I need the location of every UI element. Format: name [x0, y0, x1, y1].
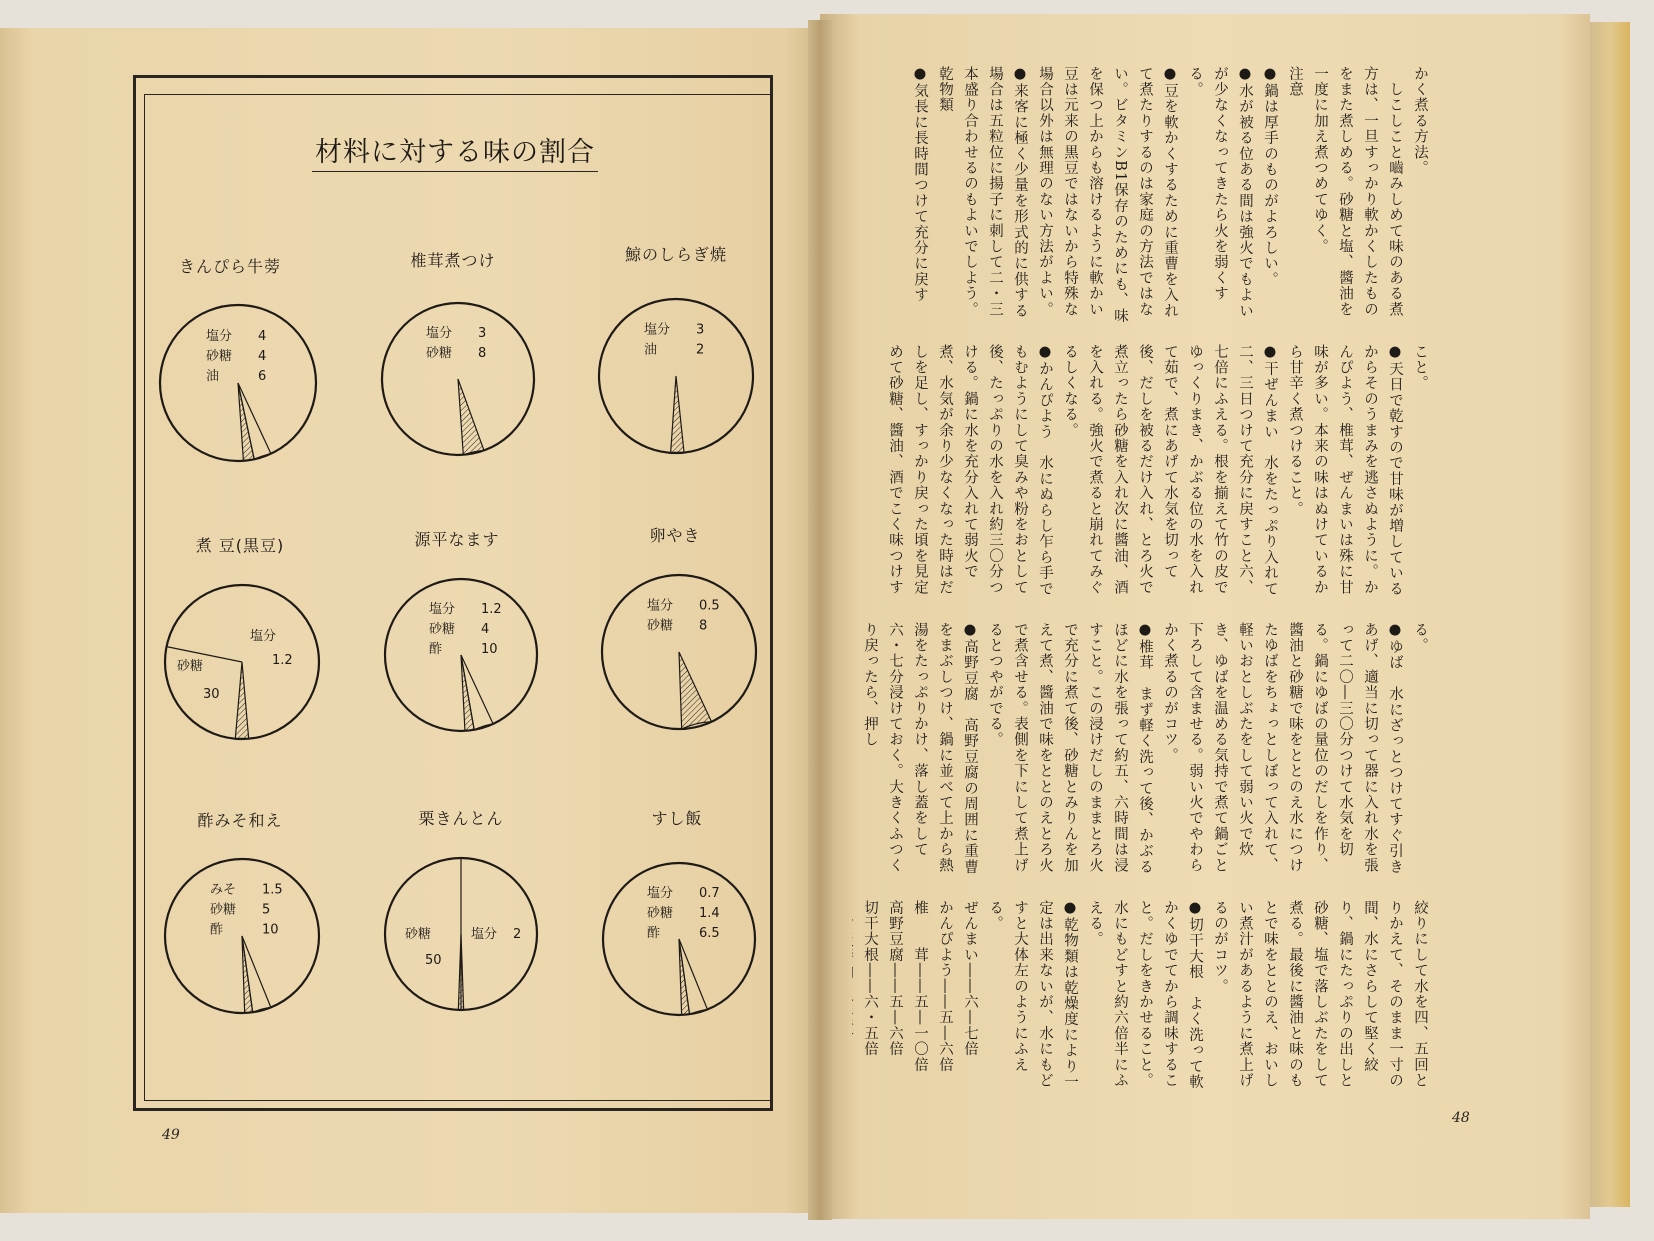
pie-legend-label: 砂糖 [647, 618, 674, 634]
pie-chart-kinpira [157, 302, 319, 464]
pie-legend-value: 0.7 [699, 886, 720, 902]
title-underline [312, 171, 598, 172]
chart-title-sumiso: 酢みそ和え [197, 811, 283, 830]
pie-legend-value: 30 [203, 687, 220, 702]
pie-legend-value: 1.4 [699, 906, 720, 922]
pie-legend-label: 砂糖 [405, 927, 432, 942]
pie-legend-label: 砂糖 [426, 346, 453, 362]
pie-legend-value: 1.2 [272, 653, 293, 668]
pie-legend-value: 0.5 [699, 598, 720, 614]
pie-wedge [238, 383, 254, 461]
left-page-number: 49 [162, 1127, 180, 1143]
text-block-2: こと。 ●天日で乾すので甘味が増しているからそのうまみを逃さぬように。かんぴよう、椎茸、ぜんまいは殊に甘味が多い。本来の味はぬけているから甘辛く煮つけること。 ●干ぜんまい 水をたっぷり入れて二、三日つけて充分に戻すこと六、七倍にふえる。根を揃えて竹の皮でゆっくりまき、かぶる位の水を入れて茹で、煮にあげて水気を切って後、だしを被るだけ入れ、とろ火で煮立ったら砂糖を入れ次に醬油、酒を入れる。強火で煮ると崩れてみぐるしくなる。 ●かんぴよう 水にぬらし乍ら手でもむようにして臭みや粉をおとして後、たっぷりの水を入れ約三〇分つける。鍋に水を充分入れて弱火で煮、水気が余り少なくなった時はだしを足し、すっかり戻った頃を見定めて砂糖、醬油、酒でこく味つけす [887, 344, 1428, 597]
text-block-4: 絞りにして水を四、五回とりかえて、そのまま一寸の間、水にさらして堅く絞り、鍋にたっぷりの出しと砂糖、塩で落しぶたをして煮る。最後に醬油と味のもとで味をととのえ、おいしい煮汁があるように煮上げるのがコツ。 ●切干大根 よく洗って軟かくゆでてから調味すること。だしをきかせること。水にもどすと約六倍半にふえる。 ●乾物類は乾燥度により一定は出来ないが、水にもどすと大体左のようにふえる。 ぜんまい――六―七倍 かんぴよう――五―六倍 椎 茸――五―一〇倍 高野豆腐――五―六倍 切干大根――六・五倍 [862, 900, 1428, 1090]
pie-legend-value: 4 [258, 329, 267, 345]
text-block-1: かく煮る方法。 しこしこと嚙みしめて味のある煮方は、一旦すっかり軟かくしたものをまた煮しめる。砂糖と塩、醬油を一度に加え煮つめてゆく。 注意 ●鍋は厚手のものがよろしい。 ●水が被る位ある間は強火でもよいが少なくなってきたら火を弱くする。 ●豆を軟かくするために重曹を入れて煮たりするのは家庭の方法ではない。ビタミンB1保存のためにも、味を保つ上からも溶けるように軟かい豆は元来の黒豆ではないから特殊な場合以外は無理のない方法がよい。 ●来客に極く少量を形式的に供する場合は五粒位に揚子に刺して二・三本盛り合わせるのもよいでしよう。 乾物類 ●気長に長時間つけて充分に戻す [912, 66, 1428, 324]
pie-legend-label: 油 [206, 369, 220, 385]
chart-title-kinpira: きんぴら牛蒡 [178, 257, 281, 276]
pie-chart-kujira [596, 296, 756, 456]
pie-legend-value: 3 [696, 322, 705, 338]
right-page-number: 48 [1452, 1110, 1470, 1126]
pie-legend-label: 油 [644, 342, 658, 358]
pie-legend-label: 塩分 [429, 602, 456, 618]
pie-wedge [235, 662, 248, 739]
pie-legend-value: 1.5 [262, 882, 283, 898]
pie-legend-label: 酢 [210, 922, 224, 938]
pie-legend-label: 酢 [647, 926, 661, 942]
pie-legend-label: 砂糖 [647, 906, 674, 922]
pie-wedge [679, 939, 690, 1015]
pie-legend-label: 塩分 [644, 322, 671, 338]
pie-legend-label: 砂糖 [206, 349, 233, 365]
pie-legend-label: 塩分 [647, 598, 674, 614]
chart-page-title: 材料に対する味の割合 [315, 137, 595, 168]
pie-wedge [458, 379, 484, 455]
pie-legend-label: 砂糖 [210, 902, 237, 918]
pie-legend-label: 塩分 [471, 927, 498, 942]
pie-legend-value: 2 [696, 342, 705, 358]
pie-chart-kurikinton [382, 855, 540, 1013]
chart-title-shiitake: 椎茸煮つけ [410, 251, 496, 270]
chart-title-tamagoyaki: 卵やき [649, 526, 701, 545]
pie-legend-value: 4 [481, 622, 490, 638]
pie-chart-sumiso [162, 856, 322, 1016]
pie-legend-label: 酢 [429, 642, 443, 658]
pie-wedge [461, 655, 474, 731]
pie-legend-value: 4 [258, 349, 267, 365]
pie-legend-label: 砂糖 [177, 659, 204, 674]
pie-legend-label: 塩分 [250, 629, 277, 644]
chart-title-kujira: 鯨のしらぎ焼 [624, 245, 727, 264]
pie-chart-shiitake [379, 300, 537, 458]
pie-legend-label: みそ [210, 882, 237, 898]
chart-title-genpei: 源平なます [414, 530, 500, 549]
book-spine [808, 20, 832, 1220]
page-edge [1590, 22, 1630, 1207]
chart-title-sushimeshi: すし飯 [651, 809, 703, 828]
pie-wedge [242, 936, 253, 1013]
pie-legend-value: 2 [513, 927, 522, 942]
pie-wedge [671, 376, 684, 453]
pie-legend-value: 1.2 [481, 602, 502, 618]
pie-wedge [679, 652, 712, 729]
pie-legend-value: 50 [425, 953, 442, 968]
pie-chart-tamagoyaki [599, 572, 759, 732]
pie-chart-nimame [162, 582, 322, 742]
pie-legend-label: 塩分 [426, 326, 453, 342]
pie-legend-value: 5 [262, 902, 271, 918]
pie-legend-value: 6.5 [699, 926, 720, 942]
pie-legend-value: 10 [481, 642, 498, 658]
pie-legend-value: 3 [478, 326, 487, 342]
chart-title-nimame: 煮 豆(黒豆) [195, 536, 285, 555]
pie-legend-value: 8 [699, 618, 708, 634]
text-block-3: る。 ●ゆば 水にざっとつけてすぐ引きあげ、適当に切って器に入れ水を張って二〇―三〇分つけて水気を切る。鍋にゆばの量位のだしを作り、醬油と砂糖で味をととのえ水につけたゆばをちょっとしぼって入れて、軽いおとしぶたをして弱い火で炊き、ゆばを温める気持で煮て鍋ごと下ろして含ませる。弱い火でやわらかく煮るのがコツ。 ●椎茸 まず軽く洗って後、かぶるほどに水を張って約五、六時間は浸すこと。この浸けだしのままとろ火で充分に煮て後、砂糖とみりんを加えて煮、醬油で味をととのえとろ火で煮含せる。表側を下にして煮上げるとつやがでる。 ●高野豆腐 高野豆腐の周囲に重曹をまぶしつけ、鍋に並べて上から熱湯をたっぷりかけ、落し蓋をして六・七分浸けておく。大きくふつくり戻ったら、押し [862, 622, 1428, 875]
pie-chart-genpei [382, 576, 540, 734]
pie-chart-sushimeshi [600, 860, 758, 1018]
pie-legend-value: 8 [478, 346, 487, 362]
pie-legend-label: 砂糖 [429, 622, 456, 638]
pie-legend-label: 塩分 [206, 329, 233, 345]
chart-title-kurikinton: 栗きんとん [418, 809, 504, 828]
pie-legend-value: 10 [262, 922, 279, 938]
pie-legend-value: 6 [258, 369, 267, 385]
pie-legend-label: 塩分 [647, 886, 674, 902]
